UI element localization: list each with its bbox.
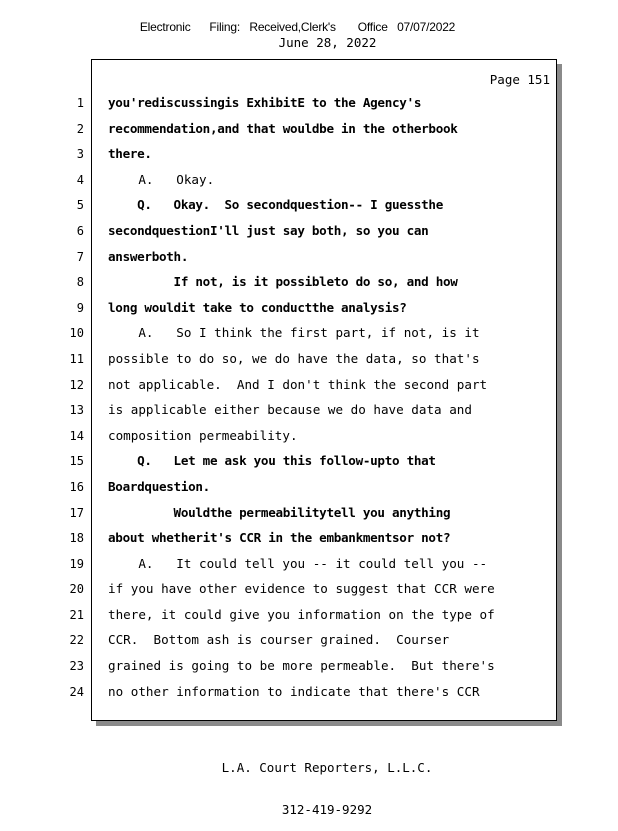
transcript-line: A. So I think the first part, if not, is it xyxy=(108,325,480,341)
transcript-line: A. It could tell you -- it could tell you -- xyxy=(108,555,488,571)
line-number: 13 xyxy=(69,403,84,418)
transcript-line: you'rediscussingis ExhibitE to the Agency's xyxy=(108,95,422,110)
reporter-company: L.A. Court Reporters, L.L.C. xyxy=(221,760,433,775)
transcript-line: if you have other evidence to suggest that CCR were xyxy=(108,581,495,597)
line-number: 12 xyxy=(69,377,84,392)
line-number: 23 xyxy=(69,659,84,674)
line-number: 14 xyxy=(69,428,84,443)
line-number: 11 xyxy=(69,351,84,366)
transcript-date: June 28, 2022 xyxy=(278,35,377,50)
transcript-line: there. xyxy=(108,146,152,162)
transcript-line: possible to do so, we do have the data, so that's xyxy=(108,350,480,366)
line-number: 18 xyxy=(69,531,84,546)
reporter-phone: 312-419-9292 xyxy=(281,802,373,817)
transcript-line: not applicable. And I don't think the second part xyxy=(108,376,488,392)
line-number: 20 xyxy=(69,582,84,597)
transcript-line: is applicable either because we do have data and xyxy=(108,402,472,418)
line-number: 9 xyxy=(76,300,84,315)
transcript-line: secondquestionI'll just say both, so you can xyxy=(108,222,429,238)
line-number: 19 xyxy=(69,556,84,571)
line-number: 3 xyxy=(76,147,84,162)
line-number: 1 xyxy=(76,96,84,110)
transcript-line: no other information to indicate that there's CCR xyxy=(108,683,480,699)
line-number: 7 xyxy=(76,249,84,264)
transcript-line: answerboth. xyxy=(108,248,189,264)
line-number: 4 xyxy=(76,172,84,187)
transcript-line: A. Okay. xyxy=(108,171,215,187)
transcript-line: grained is going to be more permeable. But there's xyxy=(108,658,495,674)
line-number: 22 xyxy=(69,633,84,648)
transcript-line: If not, is it possibleto do so, and how xyxy=(108,274,458,290)
efiling-stamp: Electronic Filing: Received,Clerk's Office 07/07/2022 xyxy=(139,20,456,34)
line-number: 21 xyxy=(69,607,84,622)
line-number: 8 xyxy=(76,275,84,290)
transcript-line: Wouldthe permeabilitytell you anything xyxy=(108,504,451,520)
transcript-line: Q. Okay. So secondquestion-- I guessthe xyxy=(108,197,443,213)
line-number: 6 xyxy=(76,223,84,238)
transcript-line: composition permeability. xyxy=(108,427,298,443)
reporter-footer xyxy=(0,733,618,831)
transcript-line: Boardquestion. xyxy=(108,478,210,494)
line-number: 15 xyxy=(69,454,84,469)
page-number: Page 151 xyxy=(489,72,550,87)
line-number: 24 xyxy=(69,684,84,699)
transcript-text xyxy=(108,94,548,708)
transcript-line: there, it could give you information on the type of xyxy=(108,606,495,622)
transcript-line: about whetherit's CCR in the embankmentsor not? xyxy=(108,530,451,546)
transcript-line: recommendation,and that wouldbe in the otherbook xyxy=(108,120,458,136)
transcript-line: Q. Let me ask you this follow-upto that xyxy=(108,453,436,469)
line-number: 16 xyxy=(69,479,84,494)
line-number: 17 xyxy=(69,505,84,520)
transcript-line: CCR. Bottom ash is courser grained. Courser xyxy=(108,632,450,648)
line-number: 10 xyxy=(69,326,84,341)
line-number: 2 xyxy=(76,121,84,136)
line-number-column xyxy=(60,94,84,708)
transcript-line: long wouldit take to conductthe analysis? xyxy=(108,299,407,315)
line-number: 5 xyxy=(76,198,84,213)
